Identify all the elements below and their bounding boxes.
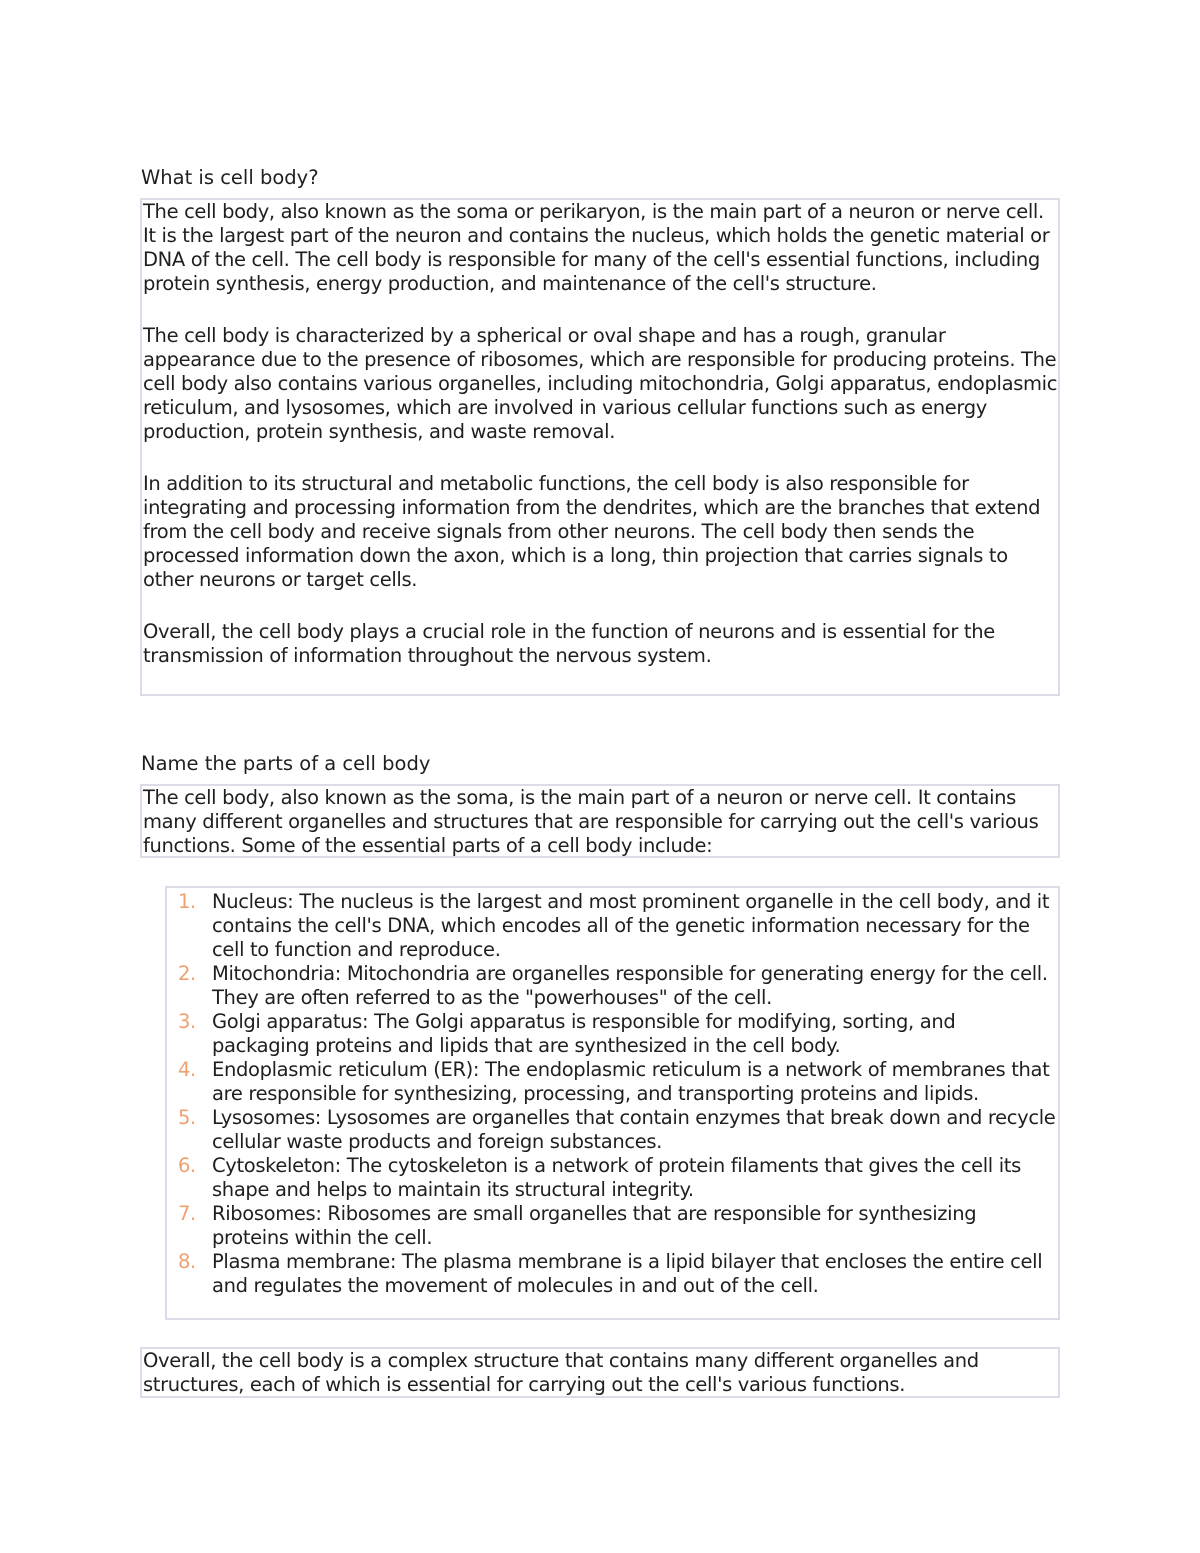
list-item	[167, 1106, 1058, 1154]
list-item-text: Plasma membrane: The plasma membrane is a lipid bilayer that encloses the entire cell and regulates the movement of molecules in and out of the cell.	[212, 1250, 1043, 1297]
section2-intro-box	[140, 784, 1060, 858]
section2-intro: The cell body, also known as the soma, is the main part of a neuron or nerve cell. It contains many different organelles and structures that are responsible for carrying out the cell's various functions. Some of the essential parts of a cell body include:	[143, 786, 1039, 857]
list-item	[167, 1250, 1058, 1298]
list-number: 8.	[178, 1250, 196, 1273]
section2-conclusion: Overall, the cell body is a complex structure that contains many different organelles and structures, each of which is essential for carrying out the cell's various functions.	[143, 1349, 979, 1396]
list-item-text: Golgi apparatus: The Golgi apparatus is responsible for modifying, sorting, and packaging proteins and lipids that are synthesized in the cell body.	[212, 1010, 956, 1057]
section1-heading: What is cell body?	[141, 166, 319, 189]
list-item	[167, 1058, 1058, 1106]
list-item-text: Nucleus: The nucleus is the largest and most prominent organelle in the cell body, and it contains the cell's DNA, which encodes all of the genetic information necessary for the cell to function and reproduce.	[212, 890, 1050, 961]
list-item-text: Mitochondria: Mitochondria are organelles responsible for generating energy for the cell. They are often referred to as the "powerhouses" of the cell.	[212, 962, 1048, 1009]
list-number: 6.	[178, 1154, 196, 1177]
list-item-text: Cytoskeleton: The cytoskeleton is a network of protein filaments that gives the cell its shape and helps to maintain its structural integrity.	[212, 1154, 1021, 1201]
section1-paragraph-1: The cell body, also known as the soma or perikaryon, is the main part of a neuron or nerve cell. It is the largest part of the neuron and contains the nucleus, which holds the genetic material or DNA of the cell. The cell body is responsible for many of the cell's essential functions, including protein synthesis, energy production, and maintenance of the cell's structure.	[143, 200, 1050, 295]
list-number: 3.	[178, 1010, 196, 1033]
list-item	[167, 890, 1058, 962]
list-number: 7.	[178, 1202, 196, 1225]
section1-paragraph-2: The cell body is characterized by a spherical or oval shape and has a rough, granular appearance due to the presence of ribosomes, which are responsible for producing proteins. The cell body also contains various organelles, including mitochondria, Golgi apparatus, endoplasmic reticulum, and lysosomes, which are involved in various cellular functions such as energy production, protein synthesis, and waste removal.	[143, 324, 1058, 443]
cell-parts-list-box	[165, 886, 1060, 1320]
list-item	[167, 1010, 1058, 1058]
list-item-text: Lysosomes: Lysosomes are organelles that contain enzymes that break down and recycle cellular waste products and foreign substances.	[212, 1106, 1056, 1153]
list-item	[167, 1154, 1058, 1202]
section1-paragraph-3: In addition to its structural and metabolic functions, the cell body is also responsible for integrating and processing information from the dendrites, which are the branches that extend from the cell body and receive signals from other neurons. The cell body then sends the processed information down the axon, which is a long, thin projection that carries signals to other neurons or target cells.	[143, 472, 1041, 591]
list-item	[167, 1202, 1058, 1250]
section2-conclusion-box	[140, 1347, 1060, 1398]
cell-parts-list	[167, 890, 1058, 1298]
list-number: 4.	[178, 1058, 196, 1081]
list-item-text: Ribosomes: Ribosomes are small organelles that are responsible for synthesizing proteins within the cell.	[212, 1202, 977, 1249]
list-number: 1.	[178, 890, 196, 913]
section1-paragraph-4: Overall, the cell body plays a crucial role in the function of neurons and is essential for the transmission of information throughout the nervous system.	[143, 620, 995, 667]
list-item-text: Endoplasmic reticulum (ER): The endoplasmic reticulum is a network of membranes that are responsible for synthesizing, processing, and transporting proteins and lipids.	[212, 1058, 1050, 1105]
list-number: 5.	[178, 1106, 196, 1129]
list-item	[167, 962, 1058, 1010]
section2-heading: Name the parts of a cell body	[141, 752, 431, 775]
list-number: 2.	[178, 962, 196, 985]
section1-answer-box	[140, 198, 1060, 696]
